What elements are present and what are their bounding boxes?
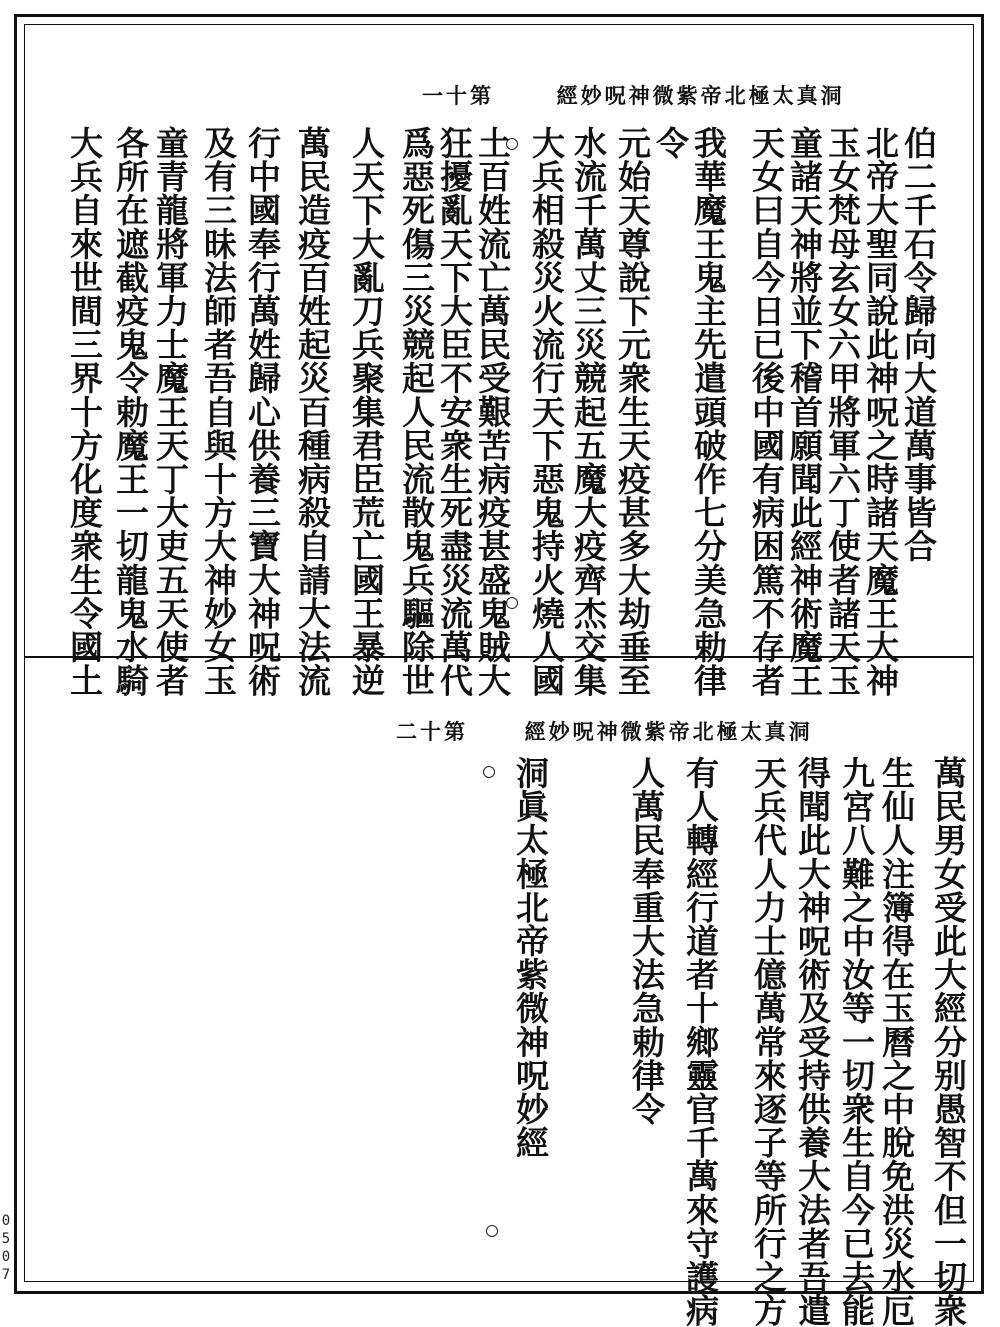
- top-column-1: 伯二千石令歸向大道萬事皆合: [899, 126, 938, 563]
- top-header-section: 第十一: [422, 83, 494, 108]
- top-column-10: 大兵相殺災火流行天下惡鬼持火燒人國: [527, 126, 566, 698]
- top-column-6: 我華魔王鬼主先遣頭破作七分美急勅律: [689, 126, 728, 698]
- bottom-column-7: 人萬民奉重大法急勅律令: [627, 756, 666, 1126]
- bottom-header: [396, 716, 813, 746]
- top-column-12: 狂擾亂天下大臣不安衆生死盡災流萬代: [435, 126, 474, 698]
- top-column-15: 萬民造疫百姓起災百種病殺自請大法流: [293, 126, 332, 698]
- bottom-column-5: 天兵代人力士億萬常來逐子等所行之方: [749, 756, 788, 1327]
- top-column-11: 土百姓流亡萬民受艱苦病疫甚盛鬼賊大: [473, 126, 512, 698]
- top-column-19: 各所在遮截疫鬼令勅魔王一切龍鬼水騎: [111, 126, 150, 698]
- top-header-title: 洞真太極北帝紫微神呪妙經: [556, 83, 845, 108]
- top-column-2: 北帝大聖同說此神呪之時諸天魔王大神: [861, 126, 900, 698]
- top-circle-mark-1: [506, 138, 518, 150]
- top-circle-mark-2: [506, 597, 518, 609]
- bottom-circle-mark-1: [483, 766, 495, 778]
- bottom-circle-mark-2: [486, 1225, 498, 1237]
- page-number: 0507: [1, 1213, 11, 1283]
- top-column-20: 大兵自來世間三界十方化度衆生令國土: [65, 126, 104, 698]
- bottom-header-section: 第十二: [396, 719, 468, 744]
- top-column-18: 童青龍將軍力士魔王天丁大吏五天使者: [151, 126, 190, 698]
- top-column-3: 玉女梵母玄女六甲將軍六丁使者諸天玉: [823, 126, 862, 698]
- top-column-4: 童諸天神將並下稽首願聞此經神術魔王: [785, 126, 824, 698]
- top-column-13: 爲惡死傷三災競起人民流散鬼兵驅除世: [397, 126, 436, 698]
- bottom-column-1: 萬民男女受此大經分别愚智不但一切衆: [929, 756, 968, 1327]
- top-column-5: 天女曰自今日已後中國有病困篤不存者: [747, 126, 786, 698]
- top-column-9: 水流千萬丈三災競起五魔大疫齊杰交集: [569, 126, 608, 698]
- top-column-7: 令: [651, 126, 690, 160]
- top-header: [422, 80, 845, 110]
- bottom-column-2: 生仙人注簿得在玉曆之中脫免洪災水厄: [877, 756, 916, 1327]
- bottom-column-8: 洞眞太極北帝紫微神呪妙經: [511, 756, 550, 1160]
- top-column-14: 人天下大亂刀兵聚集君臣荒亡國王暴逆: [347, 126, 386, 698]
- bottom-column-6: 有人轉經行道者十鄉靈官千萬來守護病: [681, 756, 720, 1327]
- bottom-header-title: 洞真太極北帝紫微神呪妙經: [524, 719, 813, 744]
- top-column-8: 元始天尊說下元衆生天疫甚多大劫垂至: [613, 126, 652, 698]
- top-column-16: 行中國奉行萬姓歸心供養三寶大神呪術: [243, 126, 282, 698]
- top-column-17: 及有三昧法師者吾自與十方大神妙女玉: [199, 126, 238, 698]
- bottom-column-4: 得聞此大神呪術及受持供養大法者吾遣: [793, 756, 832, 1327]
- bottom-column-3: 九宮八難之中汝等一切衆生自今已去能: [837, 756, 876, 1327]
